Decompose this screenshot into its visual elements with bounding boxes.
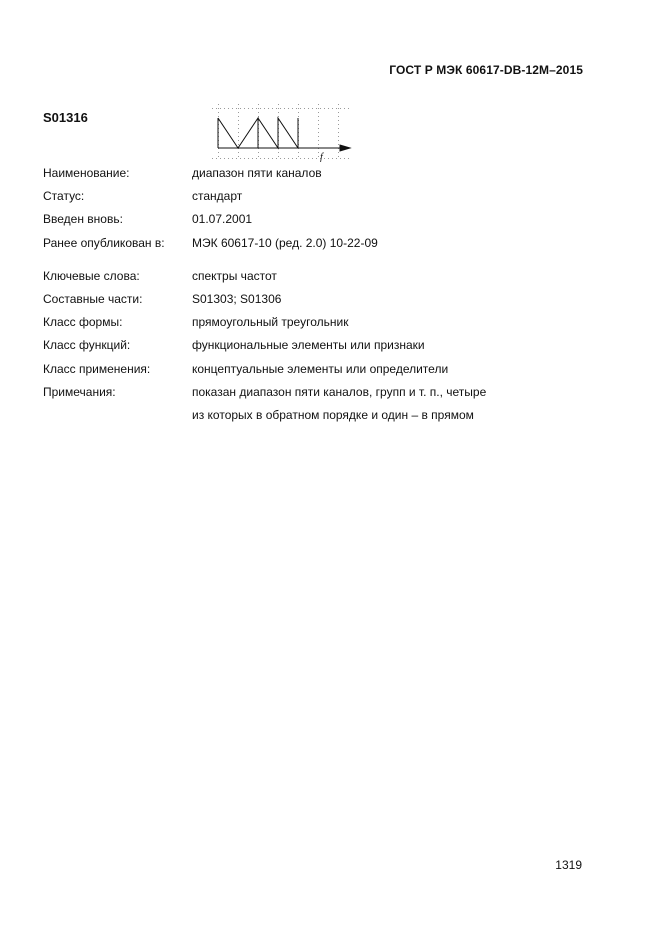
property-label: Ранее опубликован в: xyxy=(43,235,165,250)
property-label: Класс формы: xyxy=(43,315,123,330)
document-header: ГОСТ Р МЭК 60617-DB-12M–2015 xyxy=(389,63,583,77)
property-value: диапазон пяти каналов xyxy=(192,166,322,180)
notes-continuation: из которых в обратном порядке и один – в прямом xyxy=(192,407,474,422)
property-row xyxy=(43,385,486,408)
property-label: Введен вновь: xyxy=(43,212,123,227)
property-value: спектры частот xyxy=(192,268,277,283)
property-value: показан диапазон пяти каналов, групп и т. п., четыре xyxy=(192,384,487,399)
property-value: прямоугольный треугольник xyxy=(192,315,349,330)
property-row xyxy=(43,338,486,361)
axis-label-f: f xyxy=(320,152,323,162)
sawtooth-channels xyxy=(218,118,318,148)
property-row xyxy=(43,212,486,235)
property-value: S01303; S01306 xyxy=(192,291,282,306)
property-label: Примечания: xyxy=(43,384,116,399)
property-label: Статус: xyxy=(43,189,85,204)
symbol-properties xyxy=(43,166,486,431)
five-channel-frequency-band-symbol-icon xyxy=(212,100,354,162)
property-row xyxy=(43,236,486,259)
property-row xyxy=(43,315,486,338)
property-row xyxy=(43,269,486,292)
symbol-grid xyxy=(212,104,349,159)
property-value: концептуальные элементы или определители xyxy=(192,361,449,376)
property-label: Наименование: xyxy=(43,166,130,180)
property-row xyxy=(43,362,486,385)
frequency-axis xyxy=(218,145,350,151)
property-label: Составные части: xyxy=(43,291,143,306)
property-value: стандарт xyxy=(192,189,243,204)
property-row xyxy=(43,189,486,212)
property-value: МЭК 60617-10 (ред. 2.0) 10-22-09 xyxy=(192,235,378,250)
property-label: Класс применения: xyxy=(43,361,151,376)
property-value: функциональные элементы или признаки xyxy=(192,338,425,353)
property-row xyxy=(43,166,486,189)
property-value: 01.07.2001 xyxy=(192,212,253,227)
property-label: Ключевые слова: xyxy=(43,268,140,283)
property-row xyxy=(43,292,486,315)
page-number: 1319 xyxy=(555,858,582,872)
property-label: Класс функций: xyxy=(43,338,131,353)
symbol-code: S01316 xyxy=(43,110,88,125)
